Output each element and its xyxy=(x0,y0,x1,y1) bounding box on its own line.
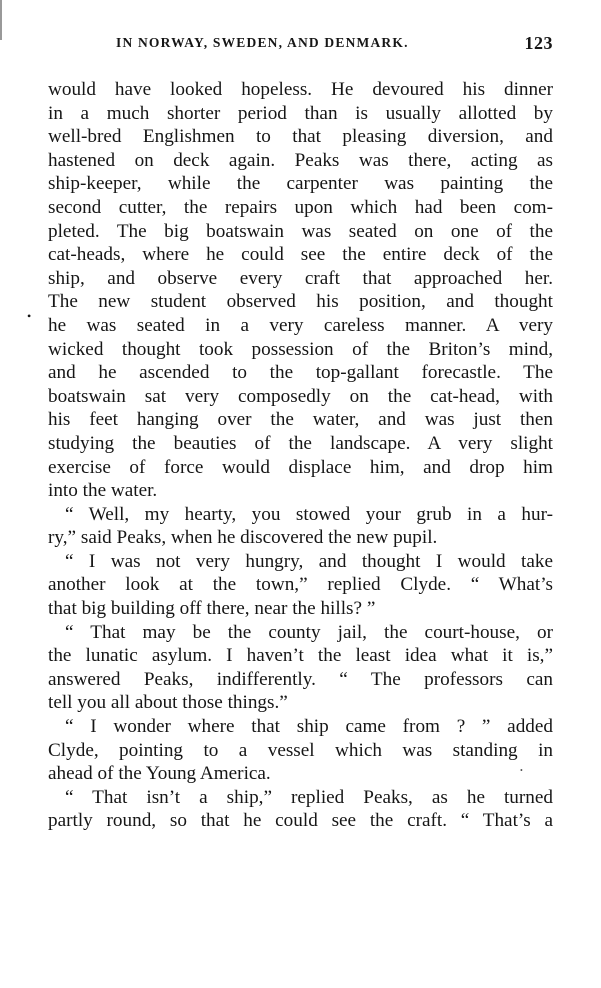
text-line: second cutter, the repairs upon which had been com- xyxy=(48,196,553,218)
text-line: partly round, so that he could see the craft. “ That’s a xyxy=(48,810,553,832)
text-line: “ I wonder where that ship came from ? ” added xyxy=(65,716,553,738)
text-line: “ That may be the county jail, the court-house, or xyxy=(65,621,553,643)
text-line: ship, and observe every craft that approached her. xyxy=(48,267,553,289)
paragraph-2 xyxy=(48,503,553,550)
text-line: would have looked hopeless. He devoured his dinner xyxy=(48,79,553,100)
text-line: studying the beauties of the landscape. A very slight xyxy=(48,432,553,454)
text-line: in a much shorter period than is usually allotted by xyxy=(48,102,553,124)
paragraph-1 xyxy=(48,78,553,503)
text-line: hastened on deck again. Peaks was there, acting as xyxy=(48,149,553,171)
text-line: tell you all about those things.” xyxy=(48,692,288,714)
page-edge-mark xyxy=(0,0,2,40)
text-line: the lunatic asylum. I haven’t the least idea what it is,” xyxy=(48,645,553,667)
paragraph-5 xyxy=(48,715,553,786)
text-line: another look at the town,” replied Clyde. “ What’s xyxy=(48,574,553,596)
text-line: answered Peaks, indifferently. “ The professors can xyxy=(48,668,553,690)
text-line: his feet hanging over the water, and was just then xyxy=(48,409,553,431)
text-line: ahead of the Young America. xyxy=(48,763,271,785)
running-title: IN NORWAY, SWEDEN, AND DENMARK. xyxy=(116,35,409,50)
page-header xyxy=(48,33,553,59)
text-line: “ I was not very hungry, and thought I would take xyxy=(65,550,553,572)
paragraph-3 xyxy=(48,550,553,621)
text-line: wicked thought took possession of the Briton’s mind, xyxy=(48,338,553,360)
ink-speck: • xyxy=(520,766,523,775)
text-line: and he ascended to the top-gallant forecastle. The xyxy=(48,362,553,384)
text-line: ry,” said Peaks, when he discovered the new pupil. xyxy=(48,527,438,549)
text-line: pleted. The big boatswain was seated on one of the xyxy=(48,220,553,242)
body-text xyxy=(48,78,553,833)
text-line: exercise of force would displace him, and drop him xyxy=(48,456,553,478)
page-number: 123 xyxy=(524,33,553,53)
text-line: ship-keeper, while the carpenter was painting the xyxy=(48,173,553,195)
paragraph-4 xyxy=(48,621,553,715)
text-line: boatswain sat very composedly on the cat-head, with xyxy=(48,385,553,407)
text-line: into the water. xyxy=(48,480,158,502)
text-line: “ That isn’t a ship,” replied Peaks, as he turned xyxy=(65,786,553,808)
text-line: The new student observed his position, and thought xyxy=(48,291,553,313)
paragraph-6 xyxy=(48,786,553,833)
text-line: he was seated in a very careless manner. A very xyxy=(48,314,553,336)
text-line: “ Well, my hearty, you stowed your grub in a hur- xyxy=(65,503,553,525)
margin-dot: • xyxy=(27,309,32,323)
text-line: Clyde, pointing to a vessel which was standing in xyxy=(48,739,553,761)
text-line: that big building off there, near the hills? ” xyxy=(48,598,376,620)
text-line: cat-heads, where he could see the entire deck of the xyxy=(48,244,553,266)
text-line: well-bred Englishmen to that pleasing diversion, and xyxy=(48,126,553,148)
